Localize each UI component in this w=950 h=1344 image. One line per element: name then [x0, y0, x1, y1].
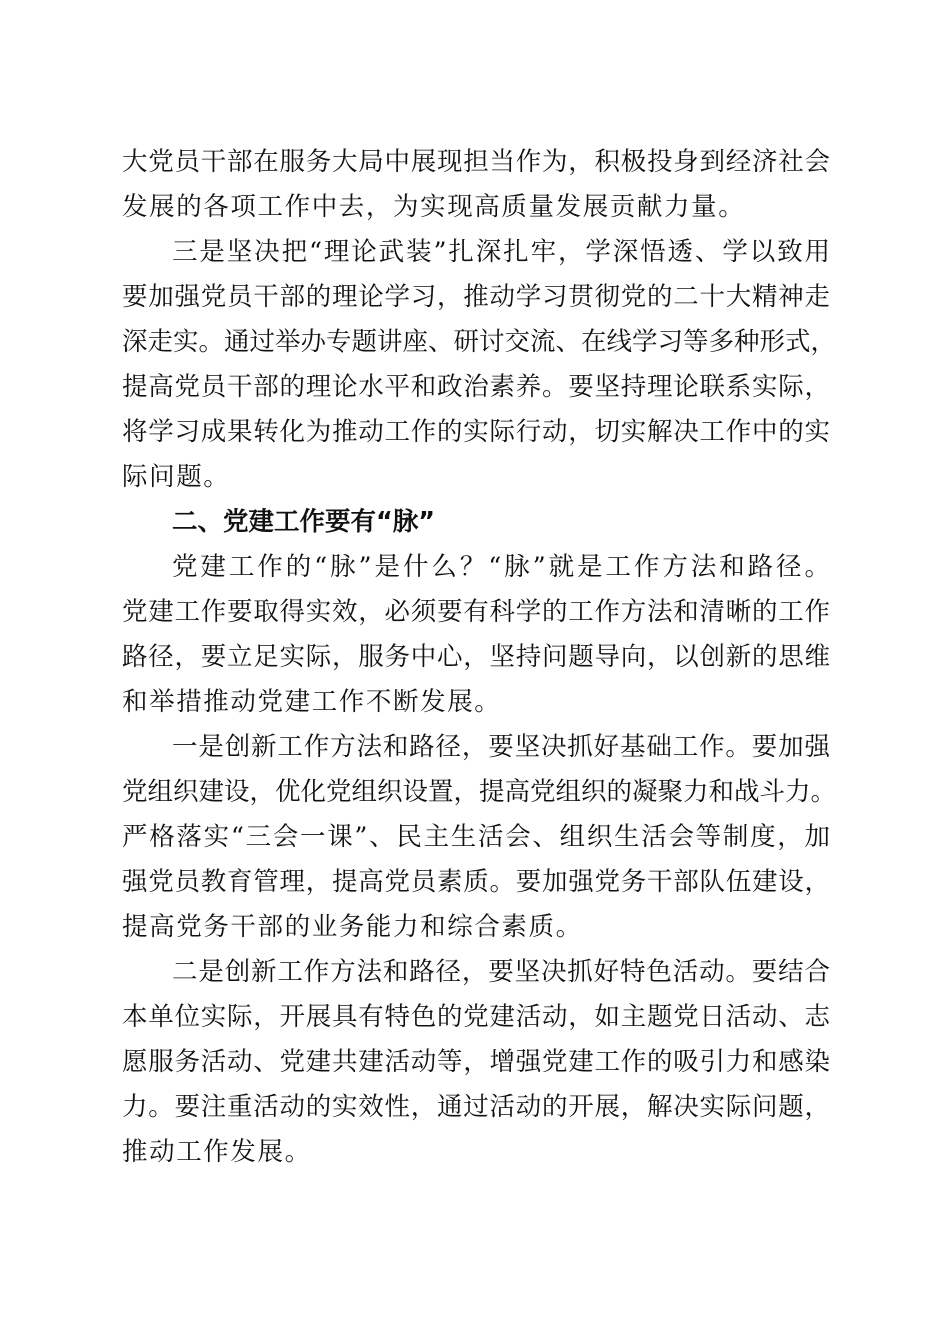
paragraph-line: 严格落实“三会一课”、民主生活会、组织生活会等制度，加: [122, 822, 830, 852]
paragraph-line: 要加强党员干部的理论学习，推动学习贯彻党的二十大精神走: [122, 282, 830, 312]
paragraph-line: 深走实。通过举办专题讲座、研讨交流、在线学习等多种形式，: [122, 327, 837, 357]
paragraph-line: 三是坚决把“理论武装”扎深扎牢，学深悟透、学以致用: [172, 237, 830, 267]
paragraph-line: 一是创新工作方法和路径，要坚决抓好基础工作。要加强: [172, 732, 830, 762]
paragraph-line: 力。要注重活动的实效性，通过活动的开展，解决实际问题，: [122, 1092, 830, 1122]
paragraph-line: 本单位实际，开展具有特色的党建活动，如主题党日活动、志: [122, 1002, 830, 1032]
paragraph-line: 路径，要立足实际，服务中心，坚持问题导向，以创新的思维: [122, 642, 830, 672]
paragraph-line: 提高党员干部的理论水平和政治素养。要坚持理论联系实际，: [122, 372, 830, 402]
paragraph-line: 党建工作的“脉”是什么？“脉”就是工作方法和路径。: [172, 552, 830, 582]
paragraph-line: 强党员教育管理，提高党员素质。要加强党务干部队伍建设，: [122, 867, 830, 897]
paragraph-line: 二是创新工作方法和路径，要坚决抓好特色活动。要结合: [172, 957, 830, 987]
paragraph-line: 大党员干部在服务大局中展现担当作为，积极投身到经济社会: [122, 147, 830, 177]
paragraph-line: 际问题。: [122, 462, 231, 492]
paragraph-line: 将学习成果转化为推动工作的实际行动，切实解决工作中的实: [122, 417, 830, 447]
paragraph-line: 党建工作要取得实效，必须要有科学的工作方法和清晰的工作: [122, 597, 830, 627]
paragraph-line: 和举措推动党建工作不断发展。: [122, 687, 502, 717]
document-page: [122, 140, 837, 1175]
paragraph-line: 发展的各项工作中去，为实现高质量发展贡献力量。: [122, 192, 746, 222]
paragraph-line: 愿服务活动、党建共建活动等，增强党建工作的吸引力和感染: [122, 1047, 830, 1077]
section-heading: 二、党建工作要有“脉”: [172, 507, 436, 537]
paragraph-line: 党组织建设，优化党组织设置，提高党组织的凝聚力和战斗力。: [122, 777, 837, 807]
paragraph-line: 推动工作发展。: [122, 1137, 312, 1167]
paragraph-line: 提高党务干部的业务能力和综合素质。: [122, 912, 583, 942]
